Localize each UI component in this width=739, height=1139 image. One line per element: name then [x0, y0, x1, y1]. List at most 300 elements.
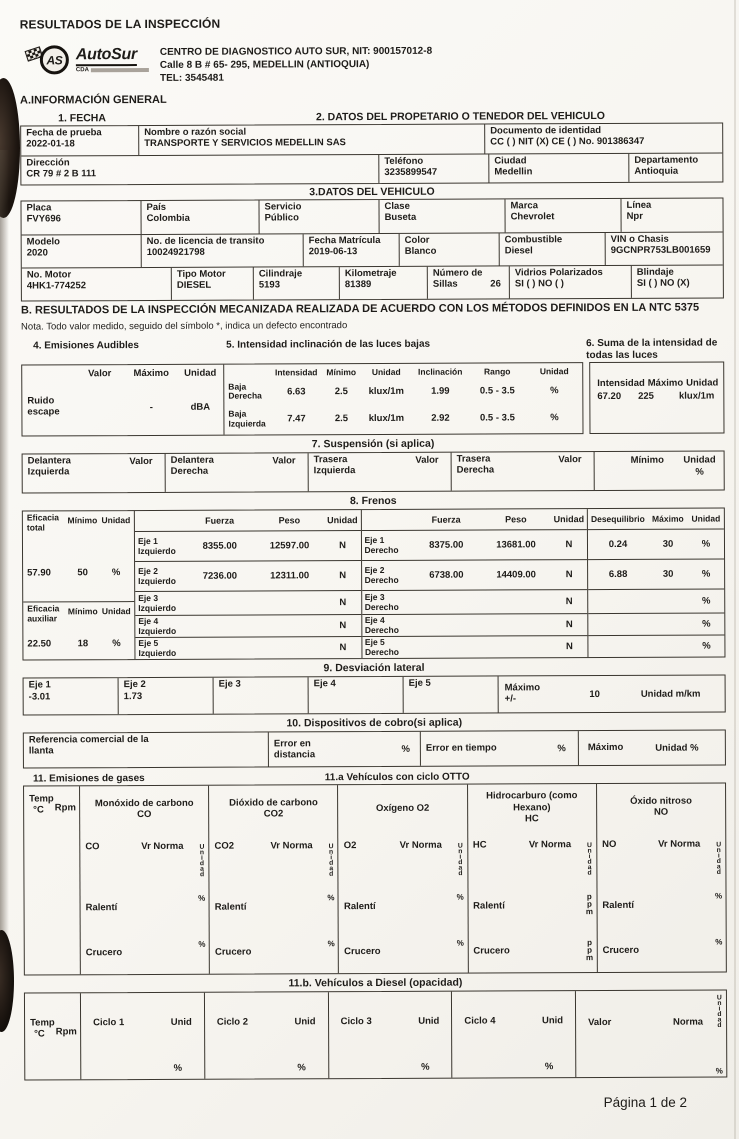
row-label-line: Eje 1: [137, 536, 158, 547]
cell-label: Eje 5: [408, 677, 431, 690]
scan-artifact-right-edge: [734, 0, 736, 1139]
cell-label-line: total: [26, 521, 45, 533]
cell-value: N: [339, 620, 347, 632]
cell-label: Máximo: [587, 742, 624, 754]
rpm-label: Rpm: [54, 802, 76, 814]
row-label-line: Eje 4: [138, 616, 159, 627]
row-label: Ralentí: [473, 900, 505, 912]
gas-name-line: CO: [137, 809, 152, 821]
cell-label: Error en tiempo: [425, 742, 497, 755]
general-info-table: [20, 122, 723, 185]
cell-value: 1.99: [431, 385, 450, 397]
cell-value: 50: [77, 566, 88, 578]
unid-label: Unid: [541, 1015, 564, 1027]
eficacia-aux-values: [23, 627, 134, 659]
cell-label-line: distancia: [273, 748, 316, 761]
cell-value: 12311.00: [270, 570, 310, 582]
cell-label: Modelo: [26, 235, 60, 248]
gas-abbr: CO: [85, 841, 100, 853]
cell-value: 2022-01-18: [26, 138, 75, 150]
cell-value: 2020: [26, 247, 48, 259]
col-header: Unidad: [327, 515, 358, 526]
row-label: [362, 638, 412, 657]
col-header: Inclinación: [418, 366, 463, 378]
cell-label-line: Máximo: [504, 682, 541, 694]
ciclo-header: [341, 1016, 440, 1027]
cell-value: klux/1m: [678, 390, 715, 402]
blindaje-cell: [632, 265, 723, 297]
unit-value: %: [197, 939, 207, 948]
section-5-title: 5. Intensidad inclinación de las luces bajas: [226, 338, 431, 351]
col-header: Unidad: [101, 606, 131, 617]
scan-artifact-left-shadow: [0, 150, 9, 980]
scan-artifact-bottom-blob: [0, 930, 14, 1032]
suspension-min-cell: [595, 452, 724, 491]
row-label-line: Eje 2: [138, 566, 158, 577]
suspension-cell: [23, 454, 166, 493]
vr-norma-label: Vr Norma: [528, 839, 572, 851]
cell-unit: Unidad %: [655, 742, 699, 754]
gas-name: [597, 784, 725, 831]
cell-label: Blindaje: [636, 266, 674, 278]
cell-value: CR 79 # 2 B 111: [26, 168, 97, 180]
eficacia-total-values: [23, 543, 134, 601]
col-header: Fuerza: [431, 514, 461, 525]
row-label: [362, 616, 412, 635]
linea-cell: [621, 198, 722, 231]
cell-value: %: [702, 618, 711, 630]
row-label-line: Eje 5: [138, 638, 159, 649]
cell-value: 14409.00: [496, 569, 536, 581]
desviacion-cell: [214, 677, 309, 713]
section-11a-title: 11.a Vehículos con ciclo OTTO: [324, 771, 470, 784]
gas-unit-strip: [452, 831, 468, 973]
row-label: [135, 594, 185, 613]
cell-value: Blanco: [404, 246, 437, 258]
cell-value: 12597.00: [269, 540, 310, 552]
frenos-row: [135, 614, 361, 637]
cell-value: N: [565, 539, 573, 551]
cell-value: 4HK1-774252: [26, 280, 87, 292]
cell-value: 0.5 - 3.5: [479, 384, 515, 397]
cell-label: Cilindraje: [258, 267, 303, 280]
frenos-row: [588, 613, 724, 636]
cell-label: Placa: [26, 201, 52, 214]
cell-label: Tipo Motor: [176, 268, 226, 280]
cell-value: %: [550, 412, 559, 424]
cell-value: SI ( ) NO ( ): [514, 278, 564, 290]
unidad-vertical-label: Unidad: [715, 994, 723, 1028]
col-header: Unidad: [686, 377, 719, 389]
company-line3: TEL: 3545481: [159, 73, 224, 85]
cell-value: %: [701, 595, 711, 607]
frenos-row: [588, 635, 724, 658]
cell-value: Colombia: [146, 213, 190, 225]
cell-value: N: [565, 596, 573, 608]
cell-label: Clase: [384, 200, 410, 212]
table-row: [22, 231, 723, 267]
col-header: Desequilibrio: [590, 514, 645, 525]
frenos-row: [362, 589, 588, 614]
ciclo-label: Ciclo 3: [340, 1016, 372, 1028]
row-label: [224, 382, 270, 401]
gas-name: [338, 785, 466, 832]
cell-value: 1.73: [123, 691, 143, 703]
cell-label: [274, 739, 315, 761]
cell-value: 30: [662, 568, 674, 580]
frenos-izquierdo-col: [135, 510, 362, 659]
cell-label: País: [146, 201, 167, 213]
licencia-cell: [142, 234, 304, 267]
desviacion-table: [23, 675, 726, 716]
cell-value: 18: [77, 637, 89, 649]
unit-value: %: [714, 891, 724, 900]
valor-norma-col: [576, 991, 726, 1078]
section-8-title: 8. Frenos: [349, 495, 397, 508]
unit-value: %: [326, 939, 336, 947]
valor-norma-labels: [576, 991, 711, 1078]
placa-cell: [21, 201, 141, 235]
cell-value: 7.47: [287, 413, 306, 425]
cell-value: Valor: [415, 454, 439, 467]
row-label-line: Eje 4: [364, 615, 385, 626]
cell-unit: [683, 455, 715, 487]
cell-value: 26: [490, 278, 501, 290]
cell-label: Kilometraje: [344, 267, 397, 279]
cell-label: Sillas: [432, 279, 458, 291]
cell-value: 13681.00: [496, 539, 536, 551]
cell-label: Ciudad: [494, 154, 527, 167]
luces-row-derecha: [224, 377, 582, 406]
section-1-title: 1. FECHA: [58, 111, 106, 124]
sillas-cell: [428, 266, 510, 298]
cell-label-line: Izquierda: [27, 466, 70, 478]
cell-value: 8355.00: [202, 540, 237, 552]
cell-value: 2.92: [431, 412, 450, 424]
cell-value: 6738.00: [429, 569, 464, 581]
ralenti-row: [344, 883, 450, 929]
cell-label: Departamento: [634, 154, 699, 166]
gas-main: [80, 832, 194, 974]
gas-subheader: [602, 830, 708, 882]
gas-name-line: Hidrocarburo (como: [486, 790, 578, 802]
matricula-cell: [304, 233, 400, 265]
cell-value: Público: [264, 212, 299, 224]
cell-value: Valor: [272, 455, 296, 467]
combustible-cell: [500, 233, 606, 265]
cobro-table: [23, 730, 726, 769]
documento-cell: [485, 123, 722, 153]
row-label: [362, 566, 412, 585]
col-header: Fuerza: [205, 515, 235, 526]
col-header: Mínimo: [67, 606, 98, 617]
suma-header-row: [597, 378, 718, 390]
audibles-data-row: [22, 379, 223, 436]
ciclo-col: [81, 993, 205, 1080]
unit-value: %: [197, 893, 207, 902]
cell-value: CC ( ) NIT (X) CE ( ) No. 901386347: [490, 136, 645, 148]
col-header: Máximo: [652, 513, 684, 524]
spacer: [22, 369, 74, 380]
cell-value: klux/1m: [368, 385, 405, 397]
gas-main: [597, 830, 711, 972]
ciclo-header: [93, 1017, 192, 1028]
unit-value: %: [297, 1062, 306, 1074]
cell-value: %: [702, 640, 711, 652]
cell-value: 2019-06-13: [308, 246, 358, 258]
unit-value: %: [455, 892, 465, 901]
cell-value: Npr: [626, 211, 643, 223]
row-label-line: Izquierdo: [138, 647, 177, 658]
suspension-cell: [309, 453, 452, 492]
gas-main: [339, 831, 453, 973]
gas-main: [209, 831, 323, 973]
col-header: Mínimo: [67, 515, 98, 526]
cell-value: Valor: [558, 454, 582, 466]
cell-value: SI ( ) NO (X): [636, 278, 690, 290]
row-label-line: Ruido: [27, 395, 55, 407]
cell-value: -3.01: [28, 691, 51, 703]
gas-unit-strip: [323, 831, 339, 973]
ciclo-label: Ciclo 1: [93, 1017, 125, 1029]
cell-label-line: Delantera: [170, 454, 214, 467]
fecha-prueba-cell: [21, 126, 139, 156]
cell-label: Color: [404, 234, 430, 246]
cell-label: Fecha Matrícula: [308, 234, 381, 246]
unit-value: %: [455, 938, 465, 947]
vr-norma-label: Vr Norma: [270, 840, 313, 852]
cell-label: Marca: [510, 199, 539, 211]
cell-label: Mínimo: [630, 454, 664, 467]
cell-label: Nombre o razón social: [144, 126, 247, 138]
frenos-row: [588, 529, 724, 560]
row-label-line: escape: [27, 406, 60, 418]
audibles-box: [22, 365, 224, 436]
row-label-line: Derecho: [364, 544, 399, 555]
section-b-heading: B. RESULTADOS DE LA INSPECCIÓN MECANIZADA REALIZADA DE ACUERDO CON LOS MÉTODOS DEFINIDOS EN LA NTC 5375: [20, 301, 700, 317]
telefono-cell: [379, 154, 489, 182]
suspension-cell: [452, 452, 595, 491]
cell-value: %: [111, 566, 121, 578]
cell-label: Eje 1: [28, 679, 51, 691]
col-header: Unidad: [691, 513, 721, 524]
gas-name-line: Monóxido de carbono: [94, 797, 194, 810]
cell-label-line: Derecha: [456, 464, 495, 476]
row-label-line: Derecha: [228, 390, 262, 401]
row-label-line: Derecho: [364, 624, 399, 635]
gas-name: [209, 785, 337, 832]
row-label-line: Derecho: [364, 646, 399, 657]
cell-value: 7236.00: [202, 570, 238, 582]
desviacion-max-cell: [499, 676, 725, 713]
row-label-line: Baja: [228, 408, 247, 419]
row-label: Ralentí: [343, 900, 376, 912]
cell-value: Medellin: [494, 166, 533, 178]
gas-name-line: HC: [525, 813, 539, 825]
gas-name-line: Óxido nitroso: [630, 795, 692, 807]
temp-label: [30, 1018, 55, 1080]
cell-value: 6.63: [287, 385, 306, 397]
gas-col-no: [597, 784, 726, 973]
cell-value: Antioquia: [634, 166, 679, 178]
frenos-row: [135, 530, 361, 561]
cell-value: N: [339, 642, 347, 654]
section-4-5-6-tables: [21, 362, 724, 437]
frenos-eficacia-col: [23, 511, 136, 659]
cell-unit: Unidad m/km: [640, 688, 701, 700]
col-header: Unidad: [553, 514, 585, 525]
cell-label: [457, 455, 495, 490]
cell-label-line: Trasera: [313, 454, 348, 466]
cell-label: Dirección: [26, 156, 70, 169]
col-header: Mínimo: [326, 367, 357, 378]
rpm-label: Rpm: [55, 1026, 77, 1038]
unit-value: %: [421, 1061, 430, 1074]
cell-value: 3235899547: [384, 167, 438, 179]
ciclo-unit-row: [464, 1026, 563, 1072]
cell-value: 0.5 - 3.5: [479, 412, 515, 424]
row-label-line: Eje 5: [364, 637, 385, 648]
cell-value: 2.5: [334, 385, 348, 397]
ciclo-unit-row: [217, 1027, 316, 1073]
ciclo-col: [205, 992, 329, 1079]
gas-body: [468, 830, 597, 973]
kilometraje-cell: [340, 266, 428, 298]
cell-label: [314, 455, 356, 490]
table-row: [21, 123, 722, 155]
cell-value: 8375.00: [429, 539, 464, 551]
vr-norma-label: Vr Norma: [399, 839, 442, 852]
cell-label: Documento de identidad: [490, 124, 602, 137]
gas-name: [468, 784, 596, 831]
clase-cell: [379, 199, 505, 233]
gas-subheader: [214, 831, 320, 883]
temp-unit: °C: [33, 804, 44, 816]
temp-line: Temp: [30, 1017, 55, 1029]
section-3-title: 3.DATOS DEL VEHICULO: [309, 185, 435, 198]
cell-label: Eje 3: [218, 678, 241, 690]
row-label: [135, 617, 185, 636]
ciclo-label: Ciclo 4: [464, 1015, 496, 1027]
ralenti-row: [85, 884, 191, 930]
ciclo-unit-row: [341, 1027, 440, 1073]
desviacion-cell: [24, 678, 119, 714]
gas-name-line: Dióxido de carbono: [229, 797, 318, 809]
cell-label-line: +/-: [504, 693, 517, 705]
ciclo-col: [452, 991, 576, 1078]
temp-rpm-cell: [25, 993, 81, 1079]
gas-body: [80, 832, 209, 975]
row-label: [135, 639, 185, 658]
cell-value: TRANSPORTE Y SERVICIOS MEDELLIN SAS: [144, 137, 346, 150]
gas-unit-strip: [193, 832, 209, 974]
gas-abbr: O2: [343, 840, 357, 852]
gas-col-co2: [209, 785, 339, 974]
suspension-table: [22, 451, 725, 494]
cell-label: VIN o Chasis: [610, 233, 669, 245]
cell-label-line: llanta: [28, 745, 54, 757]
cell-label-line: auxiliar: [27, 612, 58, 624]
unidad-vertical-label: Unidad: [456, 842, 464, 876]
frenos-row: [135, 590, 361, 615]
cell-label-line: Eficacia: [27, 603, 60, 614]
company-info: [160, 45, 432, 86]
luces-box: [224, 363, 582, 435]
cell-value: -: [149, 401, 153, 413]
cell-label: [27, 605, 65, 628]
brand-subline: [76, 67, 152, 73]
ciclo-col: [328, 992, 452, 1079]
cell-value: 57.90: [27, 566, 51, 579]
gas-subheader: [473, 830, 579, 882]
unit-value: %: [326, 893, 336, 901]
unid-label: Unid: [418, 1015, 440, 1028]
cell-value: 22.50: [27, 637, 52, 650]
direccion-cell: [21, 155, 379, 185]
diesel-table: [24, 990, 727, 1081]
cell-value: N: [339, 540, 346, 552]
temp-unit: °C: [34, 1028, 45, 1040]
section-11-title: 11. Emisiones de gases: [32, 773, 145, 785]
ciclo-label: Ciclo 2: [216, 1016, 249, 1028]
gas-col-co: [80, 786, 210, 975]
cobro-dist-cell: [269, 732, 421, 767]
modelo-cell: [22, 235, 142, 268]
row-label: Ralentí: [602, 899, 635, 911]
company-line2: Calle 8 B # 65- 295, MEDELLIN (ANTIOQUIA): [159, 59, 370, 72]
frenos-row: [588, 559, 724, 590]
crucero-row: [473, 928, 579, 972]
unit-value: ppm: [585, 938, 595, 961]
section-7-title: 7. Suspensión (si aplica): [311, 437, 435, 451]
cell-value: %: [112, 637, 121, 649]
cobro-tiempo-cell: [421, 731, 579, 766]
gas-abbr: CO2: [214, 840, 235, 852]
desviacion-cell: [119, 678, 214, 714]
row-label-line: Derecho: [364, 601, 399, 612]
col-header: Unidad: [101, 515, 131, 526]
cilindraje-cell: [254, 267, 340, 299]
cell-label: Vidrios Polarizados: [514, 266, 603, 278]
cell-value: N: [565, 641, 573, 653]
frenos-right-header: [361, 509, 587, 530]
cell-unit: %: [557, 743, 566, 755]
crucero-row: [215, 929, 321, 973]
row-label-line: Izquierdo: [138, 625, 177, 636]
cell-value: FVY696: [26, 213, 61, 225]
col-header: Rango: [483, 366, 511, 377]
row-label: [362, 593, 412, 612]
row-label-line: Izquierda: [228, 418, 266, 429]
temp-rpm-cell: [24, 786, 81, 974]
unidad-vertical-label: Unidad: [198, 843, 206, 877]
gas-subheader: [85, 832, 191, 884]
gas-col-hc: [468, 784, 598, 973]
cell-value: klux/1m: [368, 412, 405, 424]
tipo-motor-cell: [172, 267, 254, 299]
ralenti-row: [215, 883, 321, 929]
unit-strip: [711, 991, 726, 1077]
cell-label: Eje 4: [313, 678, 336, 690]
brand-sub-text: CDA: [75, 67, 89, 74]
section-2-title: 2. DATOS DEL PROPETARIO O TENEDOR DEL VEHICULO: [315, 109, 605, 123]
eficacia-aux-header: [23, 601, 134, 627]
frenos-row: [362, 559, 588, 590]
frenos-row: [362, 613, 588, 636]
row-label: Crucero: [602, 944, 640, 956]
cell-value: %: [695, 466, 704, 478]
cell-value: Valor: [129, 456, 153, 468]
